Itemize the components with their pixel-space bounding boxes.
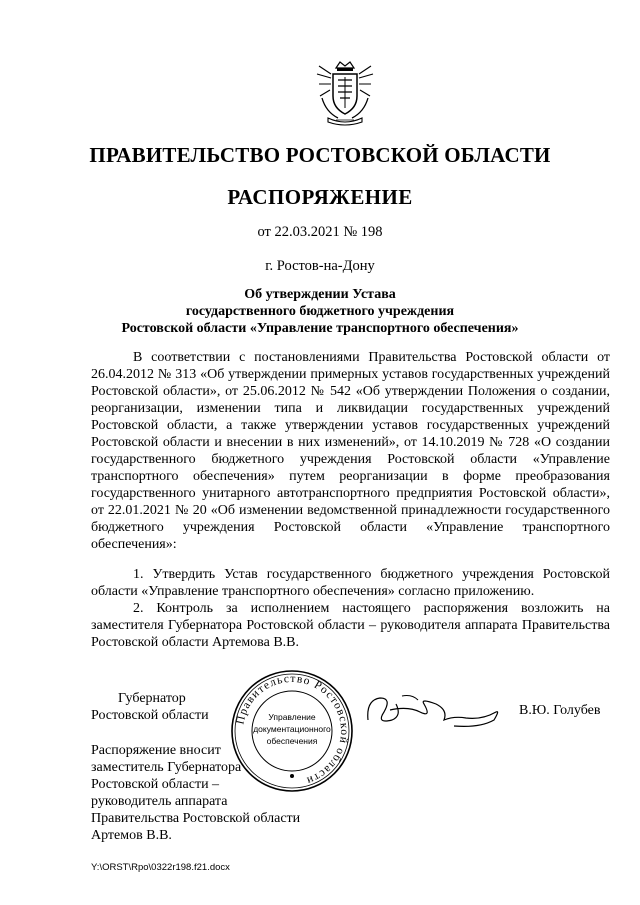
introducer-line: заместитель Губернатора — [91, 760, 242, 775]
file-path-footer: Y:\ORST\Rpo\0322r198.f21.docx — [91, 862, 230, 873]
document-body-intro — [91, 349, 610, 553]
document-type: РАСПОРЯЖЕНИЕ — [227, 185, 413, 209]
signatory-title-line1: Губернатор — [118, 691, 186, 706]
stamp-center-line: Управление — [268, 712, 316, 722]
introducer-line: Распоряжение вносит — [91, 743, 221, 758]
signatory-name: В.Ю. Голубев — [519, 703, 601, 718]
stamp-center-line: обеспечения — [266, 736, 318, 746]
intro-paragraph: В соответствии с постановлениями Правительства Ростовской области от 26.04.2012 № 313 «Об утверждении примерных уставов государственных учреждений Ростовской области», от 25.06.2012 № 542 «Об утверждении Положения о создании, реорганизации, изменении типа и ликвидации государственных учреждений Ростовской области, а также утверждении уставов государственных учреждений Ростовской области и внесении в них изменений», от 14.10.2019 № 728 «О создании государственного бюджетного учреждения Ростовской области «Управление транспортного обеспечения» путем реорганизации в форме преобразования государственного унитарного автотранспортного предприятия Ростовской области», от 22.01.2021 № 20 «Об изменении ведомственной принадлежности государственного бюджетного учреждения Ростовской области «Управление транспортного обеспечения»: — [91, 350, 610, 552]
subject-line: Об утверждении Устава — [244, 287, 396, 302]
coat-of-arms-icon — [314, 58, 376, 126]
organization-title: ПРАВИТЕЛЬСТВО РОСТОВСКОЙ ОБЛАСТИ — [89, 143, 551, 167]
stamp-ring-text: Правительство Ростовской области — [234, 672, 351, 787]
stamp-center-line: документационного — [253, 724, 331, 734]
subject-line: Ростовской области «Управление транспортного обеспечения» — [121, 321, 519, 336]
introducer-line: Артемов В.В. — [91, 828, 172, 843]
item-paragraph-1: 1. Утвердить Устав государственного бюджетного учреждения Ростовской области «Управление транспортного обеспечения» согласно приложению. — [91, 567, 610, 599]
handwritten-signature-icon — [362, 690, 502, 730]
introducer-line: руководитель аппарата — [91, 794, 228, 809]
document-subject — [0, 286, 640, 337]
document-city: г. Ростов-на-Дону — [265, 258, 375, 274]
document-date-number: от 22.03.2021 № 198 — [257, 224, 383, 240]
introducer-line: Ростовской области – — [91, 777, 220, 792]
introducer-block — [91, 742, 300, 844]
item-paragraph-2: 2. Контроль за исполнением настоящего распоряжения возложить на заместителя Губернатора Ростовской области – руководителя аппарата Правительства Ростовской области Артемова В.В. — [91, 601, 610, 650]
document-body-items — [91, 566, 610, 651]
subject-line: государственного бюджетного учреждения — [185, 304, 455, 319]
signatory-title-line2: Ростовской области — [91, 708, 209, 723]
introducer-line: Правительства Ростовской области — [91, 811, 301, 826]
